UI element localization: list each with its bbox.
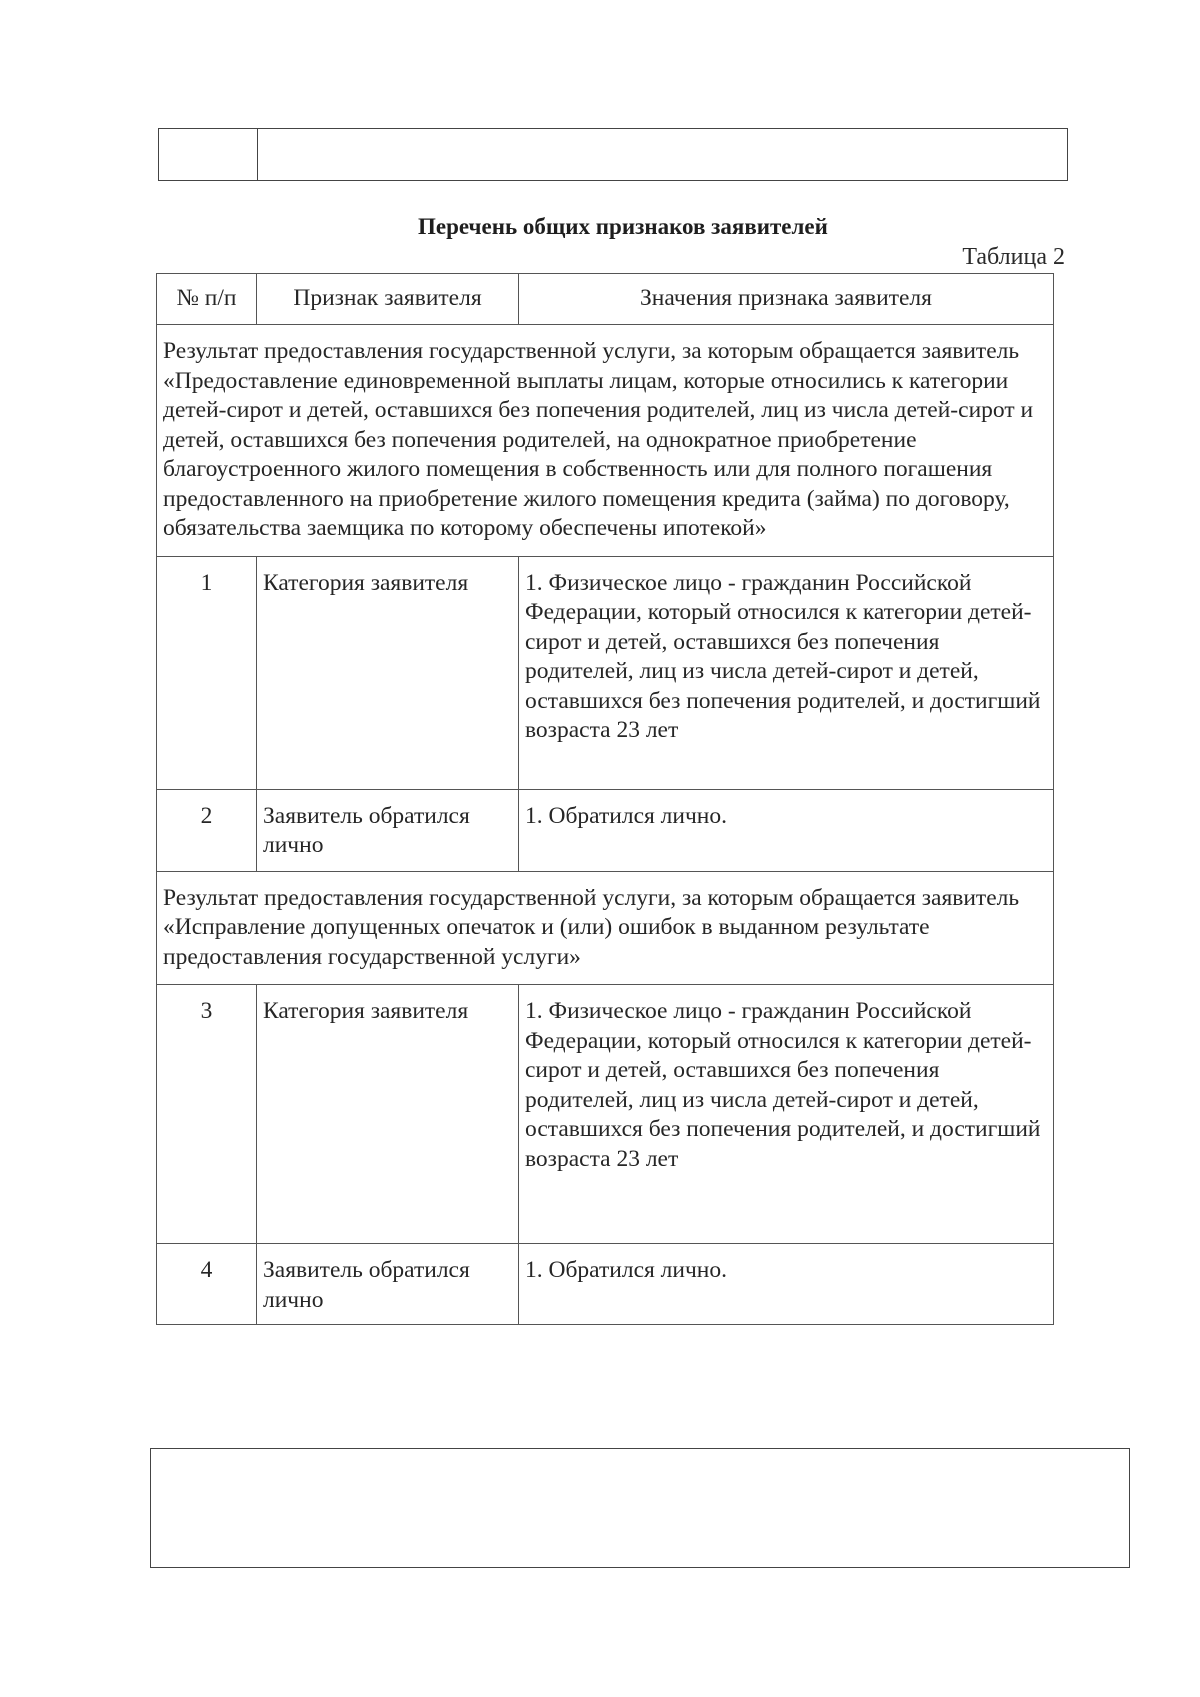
top-frame-divider <box>257 129 258 180</box>
row-value: 1. Физическое лицо - гражданин Российской Федерации, который относился к категории детей-сирот и детей, оставшихся без попечения родителей, лиц из числа детей-сирот и детей, оставшихся без попечения родителей, и достигший возраста 23 лет <box>519 985 1054 1244</box>
row-attribute: Заявитель обратился лично <box>257 789 519 871</box>
row-attribute: Категория заявителя <box>257 556 519 789</box>
table-header-row <box>157 274 1054 325</box>
row-value: 1. Физическое лицо - гражданин Российской Федерации, который относился к категории детей-сирот и детей, оставшихся без попечения родителей, лиц из числа детей-сирот и детей, оставшихся без попечения родителей, и достигший возраста 23 лет <box>519 556 1054 789</box>
table-number-label: Таблица 2 <box>962 244 1065 270</box>
row-value: 1. Обратился лично. <box>519 789 1054 871</box>
table-row <box>157 985 1054 1244</box>
row-number: 4 <box>157 1244 257 1325</box>
row-number: 2 <box>157 789 257 871</box>
header-values: Значения признака заявителя <box>519 274 1054 325</box>
table-row <box>157 789 1054 871</box>
section-heading-row <box>157 871 1054 985</box>
header-attribute: Признак заявителя <box>257 274 519 325</box>
table-row <box>157 556 1054 789</box>
bottom-footer-frame <box>150 1448 1130 1568</box>
section-heading: Результат предоставления государственной услуги, за которым обращается заявитель «Исправление допущенных опечаток и (или) ошибок в выданном результате предоставления государственной услуги» <box>157 871 1054 985</box>
row-attribute: Категория заявителя <box>257 985 519 1244</box>
section-heading: Результат предоставления государственной услуги, за которым обращается заявитель «Предоставление единовременной выплаты лицам, которые относились к категории детей-сирот и детей, оставшихся без попечения родителей, лиц из числа детей-сирот и детей, оставшихся без попечения родителей, на однократное приобретение благоустроенного жилого помещения в собственность или для полного погашения предоставленного на приобретение жилого помещения кредита (займа) по договору, обязательства заемщика по которому обеспечены ипотекой» <box>157 325 1054 557</box>
row-number: 3 <box>157 985 257 1244</box>
section-heading-row <box>157 325 1054 557</box>
document-title: Перечень общих признаков заявителей <box>418 214 828 239</box>
header-num: № п/п <box>157 274 257 325</box>
row-value: 1. Обратился лично. <box>519 1244 1054 1325</box>
applicant-attributes-table <box>156 273 1054 1325</box>
row-attribute: Заявитель обратился лично <box>257 1244 519 1325</box>
top-header-frame <box>158 128 1068 181</box>
row-number: 1 <box>157 556 257 789</box>
table-row <box>157 1244 1054 1325</box>
